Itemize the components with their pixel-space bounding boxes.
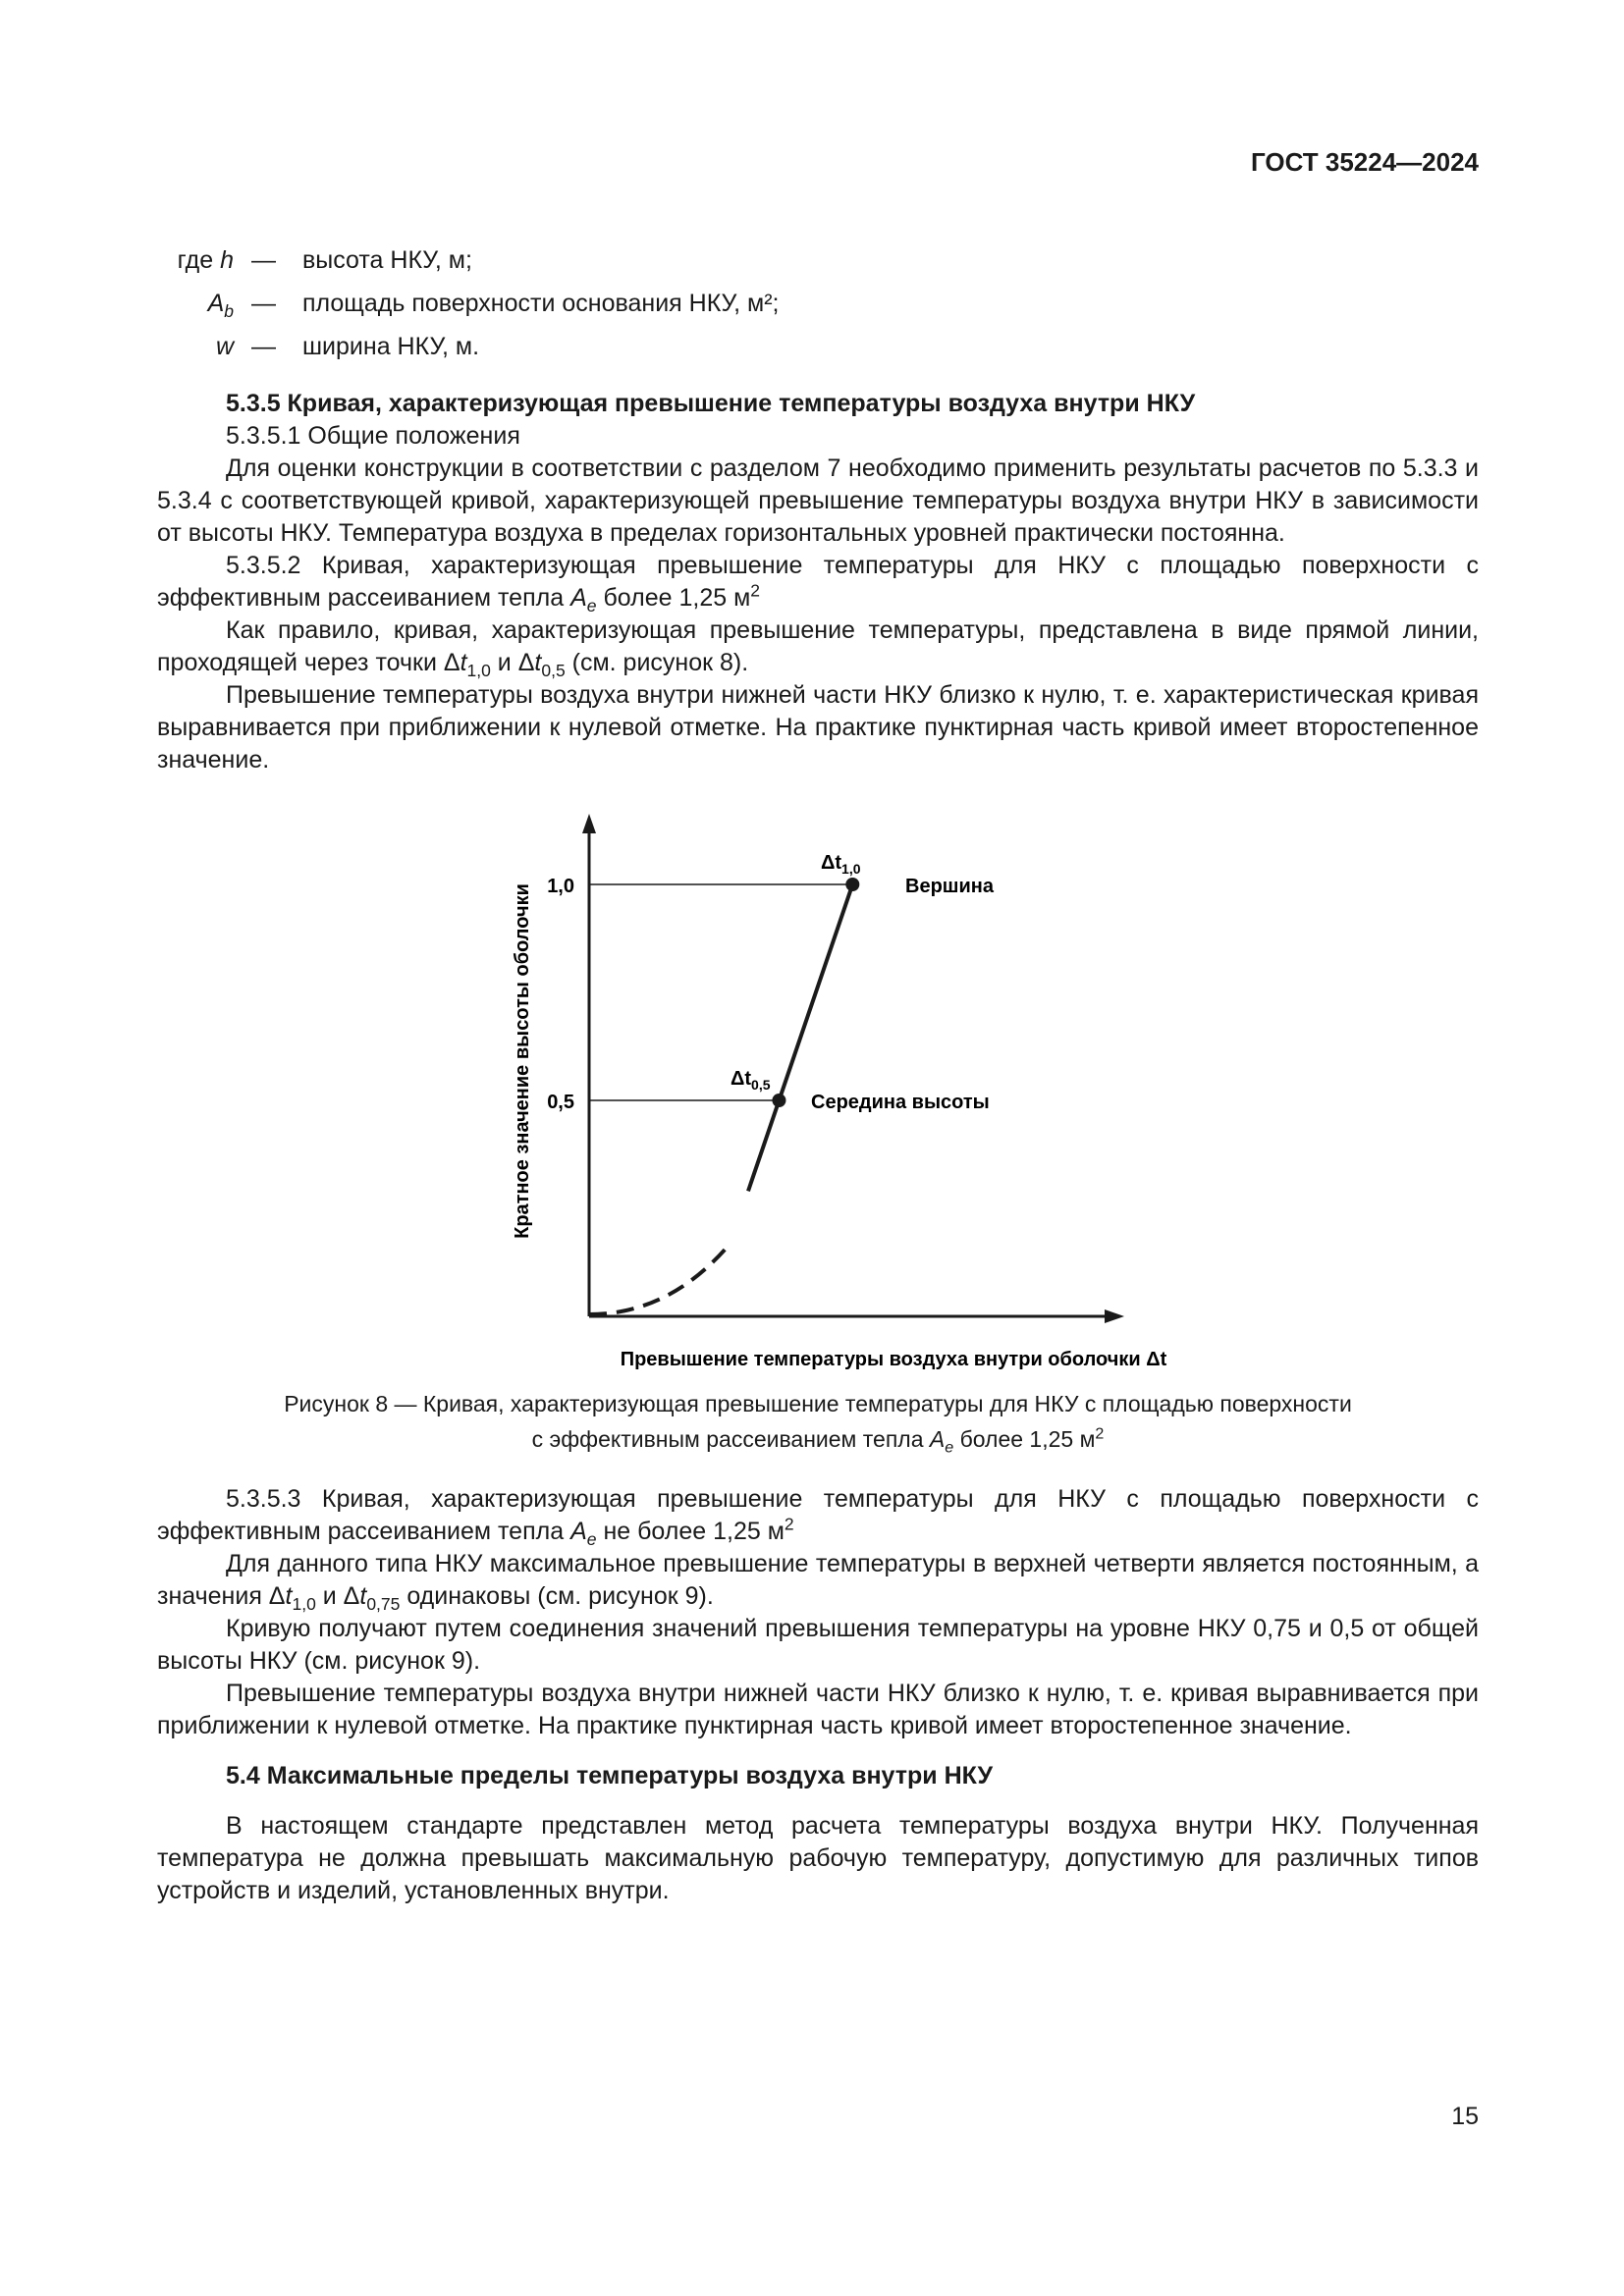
definition-dash: — — [251, 290, 276, 317]
document-id: ГОСТ 35224—2024 — [1251, 147, 1479, 177]
figure-caption — [157, 1383, 1479, 1457]
y-axis-arrow — [582, 814, 596, 833]
x-axis-label: Превышение температуры воздуха внутри оболочки Δt — [620, 1349, 1167, 1370]
paragraph: Превышение температуры воздуха внутри нижней части НКУ близко к нулю, т. е. кривая выравнивается при приближении к нулевой отметке. На практике пунктирная часть кривой имеет второстепенное значение. — [157, 1680, 1479, 1739]
page-number: 15 — [1451, 2103, 1479, 2130]
section-5-3-5-1-title: 5.3.5.1 Общие положения — [226, 422, 520, 450]
definition-symbol: w — [215, 333, 234, 360]
definition-h — [145, 239, 1029, 282]
tick-label-0-5: 0,5 — [547, 1092, 574, 1113]
definition-symbol: A — [207, 290, 225, 317]
symbol-definitions — [145, 239, 1029, 368]
definition-text: ширина НКУ, м. — [302, 333, 480, 360]
section-5-3-5-3-title: 5.3.5.3 Кривая, характеризующая превышение температуры для НКУ с площадью поверхности с эффективным рассеиванием тепла $A_e$ не более 1,25 $м^2$ — [157, 1485, 1479, 1549]
section-5-4-title: 5.4 Максимальные пределы температуры воздуха внутри НКУ — [226, 1762, 994, 1789]
definition-ab — [145, 282, 1029, 325]
series-solid-line — [748, 884, 852, 1191]
section-5-3-5-2-title: 5.3.5.2 Кривая, характеризующая превышение температуры для НКУ с площадью поверхности с эффективным рассеиванием тепла $A_e$ более 1,25 $м^2$ — [157, 552, 1479, 615]
definition-text: площадь поверхности основания НКУ, м²; — [302, 290, 780, 317]
section-5-3-5-title: 5.3.5 Кривая, характеризующая превышение температуры воздуха внутри НКУ — [226, 390, 1196, 417]
paragraph: Как правило, кривая, характеризующая превышение температуры, представлена в виде прямой линии, проходящей через точки $\Delta t_{1,0}$ и $\Delta t_{0,5}$ (см. рисунок 8). — [157, 616, 1479, 680]
paragraph: Превышение температуры воздуха внутри нижней части НКУ близко к нулю, т. е. характеристическая кривая выравнивается при приближении к нулевой отметке. На практике пунктирная часть кривой имеет второстепенное значение. — [157, 681, 1479, 774]
top-label: Вершина — [905, 876, 994, 897]
paragraph: Для данного типа НКУ максимальное превышение температуры в верхней четверти является постоянным, а значения $\Delta t_{1,0}$ и $\Delta t_{0,75}$ одинаковы (см. рисунок 9). — [157, 1550, 1479, 1614]
definition-dash: — — [251, 246, 276, 274]
x-axis-arrow — [1105, 1309, 1124, 1323]
paragraph: В настоящем стандарте представлен метод расчета температуры воздуха внутри НКУ. Полученная температура не должна превышать максимальную рабочую температуру, допустимую для различных типов устройств и изделий, установленных внутри. — [157, 1812, 1479, 1904]
point-top — [845, 878, 859, 891]
point-mid — [772, 1094, 785, 1107]
definition-w — [145, 325, 1029, 368]
tick-label-1-0: 1,0 — [547, 876, 574, 897]
mid-label: Середина высоты — [811, 1092, 990, 1113]
dt05-annotation: $\Delta t_{0,5}$ — [731, 1068, 771, 1093]
dt10-annotation: $\Delta t_{1,0}$ — [821, 852, 861, 877]
caption-line-2: с эффективным рассеиванием тепла $A_e$ более 1,25 $м^2$ — [531, 1424, 1105, 1457]
series-dashed-line — [589, 1248, 727, 1314]
definition-lead: где — [177, 246, 214, 274]
y-axis-label: Кратное значение высоты оболочки — [512, 883, 533, 1239]
paragraph: Для оценки конструкции в соответствии с разделом 7 необходимо применить результаты расчетов по 5.3.3 и 5.3.4 с соответствующей кривой, характеризующей превышение температуры воздуха внутри НКУ в зависимости от высоты НКУ. Температура воздуха в пределах горизонтальных уровней практически постоянна. — [157, 454, 1479, 547]
figure-8-chart — [157, 776, 1479, 1370]
definition-symbol: h — [220, 246, 234, 274]
figure-8 — [157, 776, 1479, 1457]
definition-subscript: b — [224, 301, 234, 321]
main-content — [157, 388, 1479, 1907]
definition-dash: — — [251, 333, 276, 360]
definition-text: высота НКУ, м; — [302, 246, 472, 274]
caption-line-1: Рисунок 8 — Кривая, характеризующая превышение температуры для НКУ с площадью поверхности — [284, 1391, 1352, 1416]
paragraph: Кривую получают путем соединения значений превышения температуры на уровне НКУ 0,75 и 0,5 от общей высоты НКУ (см. рисунок 9). — [157, 1615, 1479, 1675]
